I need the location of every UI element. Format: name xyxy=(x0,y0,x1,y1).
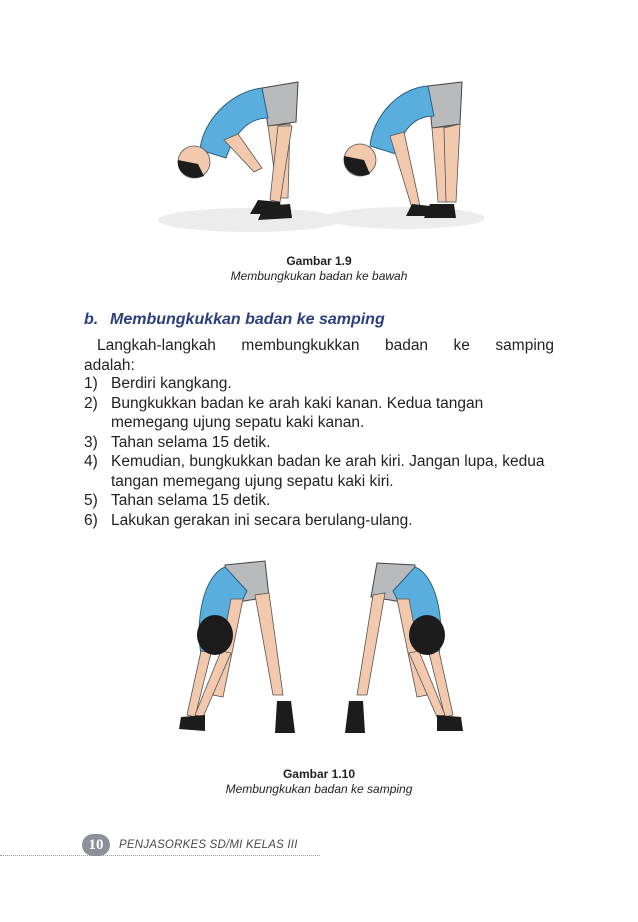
figure-1-10-caption: Membungkukan badan ke samping xyxy=(225,782,413,796)
list-item xyxy=(84,433,554,453)
list-item xyxy=(84,511,554,531)
intro-line-1: Langkah-langkah membungkukkan badan ke samping xyxy=(97,337,554,354)
step-text: Tahan selama 15 detik. xyxy=(111,492,271,509)
step-text: Berdiri kangkang. xyxy=(111,375,232,392)
step-text: Kemudian, bungkukkan badan ke arah kiri. Jangan lupa, kedua tangan memegang ujung sepatu kaki kiri. xyxy=(111,453,545,490)
page-number: 10 xyxy=(82,834,110,856)
step-number: 2) xyxy=(84,394,98,412)
list-item xyxy=(84,491,554,511)
list-item xyxy=(84,452,554,491)
section-title: Membungkukkan badan ke samping xyxy=(110,311,385,328)
person-bending-down-2 xyxy=(344,82,462,218)
step-number: 1) xyxy=(84,375,98,392)
step-text: Tahan selama 15 detik. xyxy=(111,433,271,451)
floor-shadow-right xyxy=(325,207,485,229)
figure-1-9-illustration xyxy=(150,68,490,238)
person-bending-side-1 xyxy=(179,561,295,733)
floor-shadow-left xyxy=(158,208,342,232)
list-item xyxy=(84,394,554,433)
step-number: 6) xyxy=(84,511,98,529)
footer-book-title: PENJASORKES SD/MI KELAS III xyxy=(119,839,298,851)
figure-1-9-title: Gambar 1.9 xyxy=(286,254,352,268)
step-number: 3) xyxy=(84,433,98,451)
intro-line-2: adalah: xyxy=(84,356,135,374)
steps-list xyxy=(84,374,554,530)
step-text: Lakukan gerakan ini secara berulang-ulang. xyxy=(111,511,413,529)
person-bending-down-1 xyxy=(178,82,298,220)
section-letter: b. xyxy=(84,311,99,328)
list-item xyxy=(84,374,554,394)
footer-divider xyxy=(0,855,320,856)
person-bending-side-2 xyxy=(345,563,463,733)
step-text: Bungkukkan badan ke arah kaki kanan. Kedua tangan memegang ujung sepatu kaki kanan. xyxy=(111,394,484,431)
figure-1-10-title: Gambar 1.10 xyxy=(282,767,356,781)
step-number: 5) xyxy=(84,492,98,509)
section-heading xyxy=(84,311,385,329)
figure-1-10-illustration xyxy=(165,555,475,745)
step-number: 4) xyxy=(84,453,98,470)
intro-paragraph xyxy=(84,336,554,375)
figure-1-9-caption: Membungkukan badan ke bawah xyxy=(230,269,408,283)
